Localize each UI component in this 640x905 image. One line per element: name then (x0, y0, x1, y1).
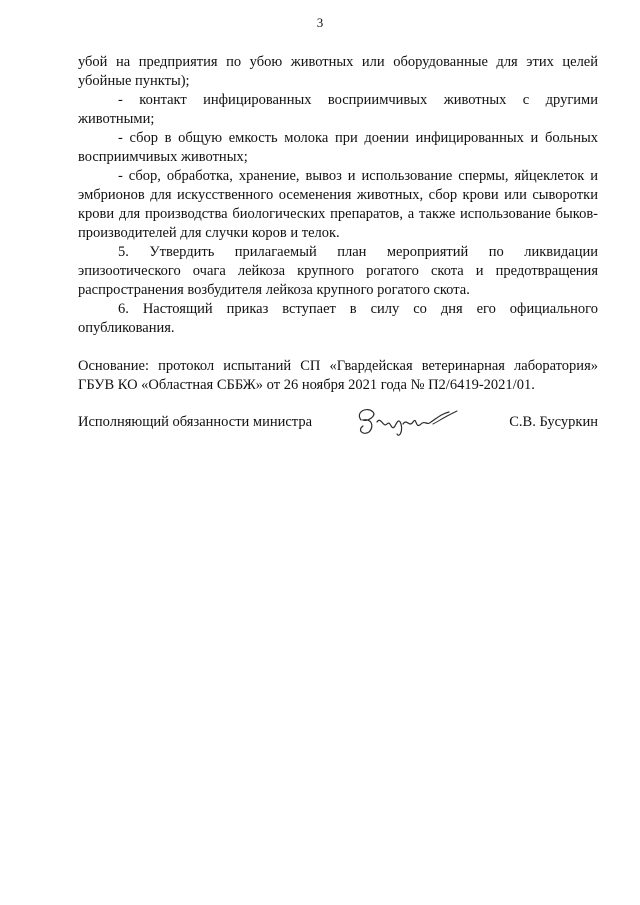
handwritten-signature (353, 402, 473, 442)
paragraph-sperm-bullet: - сбор, обработка, хранение, вывоз и использование спермы, яйцеклеток и эмбрионов для искусственного осеменения животных, сбор крови или сыворотки крови для производства биологических препаратов, а также использование быков-производителей для случки коров и телок. (78, 168, 598, 241)
paragraph-milk-bullet: - сбор в общую емкость молока при доении инфицированных и больных восприимчивых животных; (78, 130, 598, 165)
page-number: 3 (316, 15, 324, 30)
signer-position: Исполняющий обязанности министра (78, 414, 313, 430)
paragraph-item-6: 6. Настоящий приказ вступает в силу со дня его официального опубликования. (78, 301, 598, 336)
paragraph-contact-bullet: - контакт инфицированных восприимчивых животных с другими животными; (78, 92, 598, 127)
document-body (78, 53, 598, 395)
basis-paragraph: Основание: протокол испытаний СП «Гвардейская ветеринарная лаборатория» ГБУВ КО «Областная СББЖ» от 26 ноября 2021 года № П2/6419-2021/01. (78, 358, 598, 393)
signer-name: С.В. Бусуркин (509, 414, 598, 430)
signature-block (78, 408, 598, 448)
paragraph-continuation: убой на предприятия по убою животных или оборудованные для этих целей убойные пункты); (78, 54, 598, 89)
paragraph-item-5: 5. Утвердить прилагаемый план мероприятий по ликвидации эпизоотического очага лейкоза крупного рогатого скота и предотвращения распространения возбудителя лейкоза крупного рогатого скота. (78, 244, 598, 298)
